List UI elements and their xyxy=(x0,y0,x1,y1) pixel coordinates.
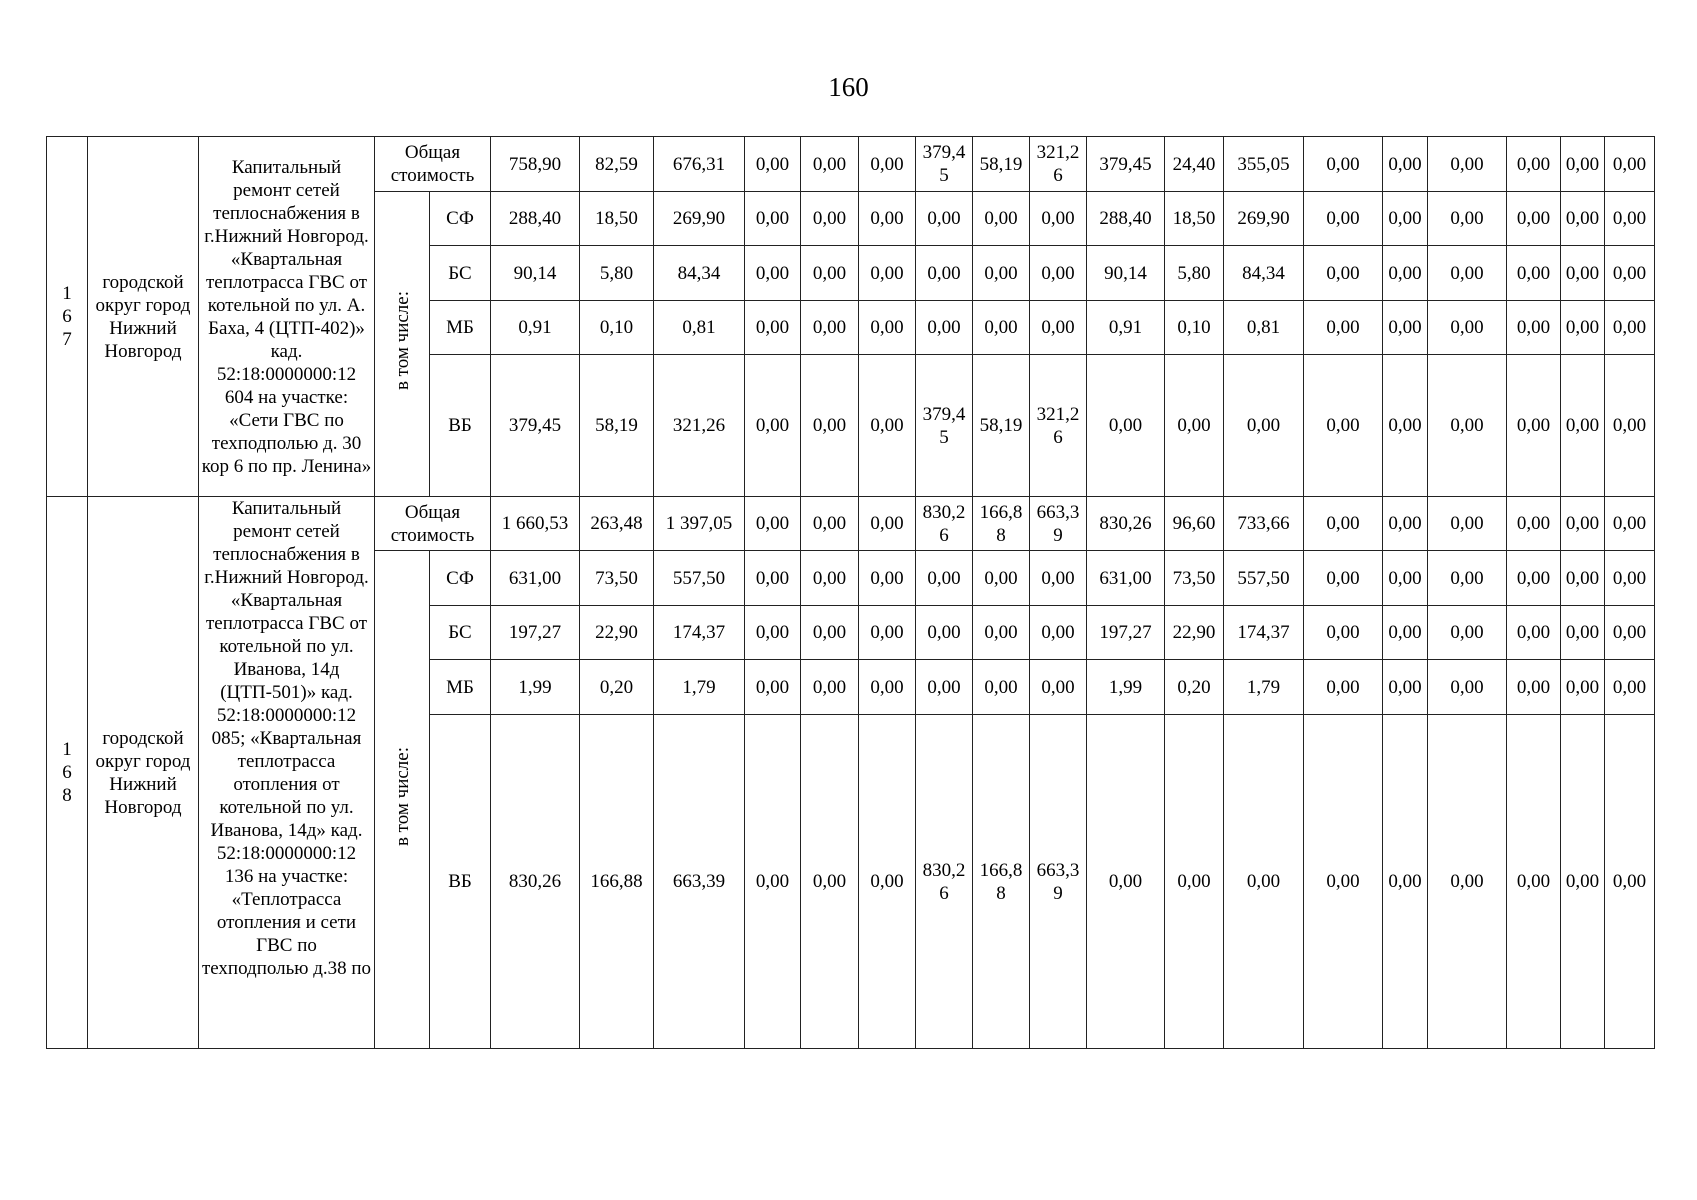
total-value-cell: 0,00 xyxy=(745,137,801,192)
value-cell: 0,00 xyxy=(1304,246,1383,301)
value-cell: 84,34 xyxy=(654,246,745,301)
value-cell: 0,00 xyxy=(916,606,973,660)
value-cell: 0,00 xyxy=(1030,192,1087,246)
total-value-cell: 0,00 xyxy=(801,137,859,192)
value-cell: 0,81 xyxy=(654,301,745,355)
value-cell: 0,00 xyxy=(1383,715,1428,1049)
funding-source-label: МБ xyxy=(430,301,491,355)
total-cost-label: Общая стоимость xyxy=(375,137,491,192)
value-cell: 0,20 xyxy=(580,660,654,715)
value-cell: 0,00 xyxy=(1605,660,1655,715)
value-cell: 0,00 xyxy=(1087,355,1165,497)
value-cell: 0,00 xyxy=(1087,715,1165,1049)
total-value-cell: 58,19 xyxy=(973,137,1030,192)
value-cell: 22,90 xyxy=(580,606,654,660)
total-value-cell: 758,90 xyxy=(491,137,580,192)
total-value-cell: 0,00 xyxy=(1304,497,1383,551)
value-cell: 0,00 xyxy=(1605,192,1655,246)
value-cell: 0,00 xyxy=(1561,246,1605,301)
value-cell: 663,39 xyxy=(1030,715,1087,1049)
value-cell: 0,81 xyxy=(1224,301,1304,355)
value-cell: 0,00 xyxy=(1507,355,1561,497)
value-cell: 379,45 xyxy=(491,355,580,497)
funding-source-label: ВБ xyxy=(430,355,491,497)
value-cell: 0,00 xyxy=(916,301,973,355)
value-cell: 0,00 xyxy=(801,246,859,301)
page-number: 160 xyxy=(828,72,869,102)
value-cell: 0,00 xyxy=(801,551,859,606)
value-cell: 557,50 xyxy=(654,551,745,606)
value-cell: 0,00 xyxy=(1030,660,1087,715)
total-cost-label: Общая стоимость xyxy=(375,497,491,551)
total-value-cell: 82,59 xyxy=(580,137,654,192)
including-label: в том числе: xyxy=(391,746,413,847)
value-cell: 0,00 xyxy=(1304,192,1383,246)
value-cell: 0,00 xyxy=(1428,192,1507,246)
value-cell: 22,90 xyxy=(1165,606,1224,660)
value-cell: 0,00 xyxy=(1383,606,1428,660)
value-cell: 288,40 xyxy=(1087,192,1165,246)
value-cell: 0,00 xyxy=(1383,192,1428,246)
value-cell: 0,00 xyxy=(973,551,1030,606)
value-cell: 288,40 xyxy=(491,192,580,246)
total-value-cell: 663,39 xyxy=(1030,497,1087,551)
value-cell: 0,00 xyxy=(745,606,801,660)
value-cell: 0,00 xyxy=(1428,715,1507,1049)
value-cell: 0,00 xyxy=(916,246,973,301)
value-cell: 0,00 xyxy=(1507,606,1561,660)
total-value-cell: 24,40 xyxy=(1165,137,1224,192)
value-cell: 0,00 xyxy=(916,660,973,715)
value-cell: 0,00 xyxy=(916,551,973,606)
value-cell: 0,00 xyxy=(1224,715,1304,1049)
value-cell: 58,19 xyxy=(580,355,654,497)
value-cell: 0,00 xyxy=(745,715,801,1049)
value-cell: 0,00 xyxy=(1165,715,1224,1049)
value-cell: 58,19 xyxy=(973,355,1030,497)
value-cell: 0,00 xyxy=(1561,192,1605,246)
table-row xyxy=(47,137,1655,192)
value-cell: 0,00 xyxy=(745,355,801,497)
value-cell: 0,00 xyxy=(1605,246,1655,301)
value-cell: 1,99 xyxy=(491,660,580,715)
total-value-cell: 166,88 xyxy=(973,497,1030,551)
value-cell: 0,00 xyxy=(1304,715,1383,1049)
total-value-cell: 1 660,53 xyxy=(491,497,580,551)
value-cell: 0,00 xyxy=(859,301,916,355)
value-cell: 166,88 xyxy=(973,715,1030,1049)
value-cell: 0,00 xyxy=(1428,551,1507,606)
total-value-cell: 0,00 xyxy=(859,137,916,192)
value-cell: 0,00 xyxy=(1304,660,1383,715)
total-value-cell: 0,00 xyxy=(801,497,859,551)
funding-source-label: СФ xyxy=(430,192,491,246)
value-cell: 0,00 xyxy=(1304,301,1383,355)
value-cell: 0,91 xyxy=(1087,301,1165,355)
value-cell: 0,00 xyxy=(1428,355,1507,497)
value-cell: 5,80 xyxy=(580,246,654,301)
value-cell: 73,50 xyxy=(1165,551,1224,606)
value-cell: 0,00 xyxy=(1304,355,1383,497)
value-cell: 0,00 xyxy=(1428,606,1507,660)
table-body xyxy=(47,137,1655,1049)
total-value-cell: 0,00 xyxy=(859,497,916,551)
value-cell: 0,00 xyxy=(745,551,801,606)
value-cell: 0,00 xyxy=(1165,355,1224,497)
value-cell: 0,00 xyxy=(916,192,973,246)
value-cell: 0,00 xyxy=(1507,192,1561,246)
value-cell: 0,00 xyxy=(1030,606,1087,660)
total-value-cell: 0,00 xyxy=(1428,137,1507,192)
value-cell: 321,26 xyxy=(654,355,745,497)
value-cell: 0,00 xyxy=(1507,551,1561,606)
value-cell: 0,00 xyxy=(859,660,916,715)
value-cell: 0,00 xyxy=(801,660,859,715)
value-cell: 0,00 xyxy=(1561,301,1605,355)
value-cell: 0,00 xyxy=(1428,246,1507,301)
value-cell: 379,45 xyxy=(916,355,973,497)
value-cell: 73,50 xyxy=(580,551,654,606)
funding-source-label: МБ xyxy=(430,660,491,715)
total-value-cell: 355,05 xyxy=(1224,137,1304,192)
funding-source-label: СФ xyxy=(430,551,491,606)
value-cell: 0,00 xyxy=(1383,246,1428,301)
value-cell: 269,90 xyxy=(1224,192,1304,246)
value-cell: 0,00 xyxy=(859,355,916,497)
value-cell: 0,00 xyxy=(1561,551,1605,606)
value-cell: 830,26 xyxy=(916,715,973,1049)
value-cell: 830,26 xyxy=(491,715,580,1049)
funding-source-label: ВБ xyxy=(430,715,491,1049)
value-cell: 18,50 xyxy=(580,192,654,246)
value-cell: 197,27 xyxy=(491,606,580,660)
value-cell: 1,79 xyxy=(1224,660,1304,715)
row-number: 1 6 7 xyxy=(47,137,88,497)
value-cell: 0,00 xyxy=(745,660,801,715)
value-cell: 0,91 xyxy=(491,301,580,355)
total-value-cell: 0,00 xyxy=(1605,497,1655,551)
value-cell: 18,50 xyxy=(1165,192,1224,246)
total-value-cell: 263,48 xyxy=(580,497,654,551)
total-value-cell: 379,45 xyxy=(1087,137,1165,192)
value-cell: 0,00 xyxy=(1507,660,1561,715)
value-cell: 174,37 xyxy=(654,606,745,660)
value-cell: 0,00 xyxy=(745,246,801,301)
total-value-cell: 0,00 xyxy=(1561,497,1605,551)
value-cell: 0,00 xyxy=(1304,551,1383,606)
value-cell: 0,00 xyxy=(1507,246,1561,301)
total-value-cell: 733,66 xyxy=(1224,497,1304,551)
value-cell: 0,00 xyxy=(973,246,1030,301)
value-cell: 90,14 xyxy=(1087,246,1165,301)
value-cell: 0,00 xyxy=(1383,301,1428,355)
value-cell: 0,00 xyxy=(859,715,916,1049)
value-cell: 0,00 xyxy=(1561,660,1605,715)
value-cell: 166,88 xyxy=(580,715,654,1049)
funding-source-label: БС xyxy=(430,246,491,301)
value-cell: 5,80 xyxy=(1165,246,1224,301)
value-cell: 0,00 xyxy=(1383,355,1428,497)
value-cell: 0,00 xyxy=(801,355,859,497)
value-cell: 1,99 xyxy=(1087,660,1165,715)
value-cell: 0,00 xyxy=(1030,551,1087,606)
value-cell: 321,26 xyxy=(1030,355,1087,497)
total-value-cell: 1 397,05 xyxy=(654,497,745,551)
value-cell: 0,00 xyxy=(859,192,916,246)
value-cell: 0,00 xyxy=(1605,355,1655,497)
value-cell: 0,00 xyxy=(1428,660,1507,715)
value-cell: 0,00 xyxy=(859,606,916,660)
including-label: в том числе: xyxy=(391,291,413,391)
value-cell: 197,27 xyxy=(1087,606,1165,660)
value-cell: 0,00 xyxy=(801,192,859,246)
total-value-cell: 0,00 xyxy=(1383,497,1428,551)
value-cell: 0,00 xyxy=(745,301,801,355)
project-description: Капитальный ремонт сетей теплоснабжения в г.Нижний Новгород. «Квартальная теплотрасса ГВС от котельной по ул. А. Баха, 4 (ЦТП-402)» кад. 52:18:0000000:12 604 на участке: «Сети ГВС по техподполью д. 30 кор 6 по пр. Ленина» xyxy=(199,137,375,497)
including-label-cell xyxy=(375,192,430,497)
municipality-cell: городской округ город Нижний Новгород xyxy=(88,497,199,1049)
value-cell: 663,39 xyxy=(654,715,745,1049)
value-cell: 0,00 xyxy=(1507,301,1561,355)
total-value-cell: 830,26 xyxy=(916,497,973,551)
table-row xyxy=(47,497,1655,551)
value-cell: 0,00 xyxy=(1383,660,1428,715)
municipality-cell: городской округ город Нижний Новгород xyxy=(88,137,199,497)
value-cell: 0,00 xyxy=(1561,715,1605,1049)
total-value-cell: 0,00 xyxy=(1304,137,1383,192)
value-cell: 174,37 xyxy=(1224,606,1304,660)
value-cell: 0,00 xyxy=(1561,606,1605,660)
row-number: 1 6 8 xyxy=(47,497,88,1049)
value-cell: 0,00 xyxy=(1428,301,1507,355)
value-cell: 0,00 xyxy=(801,301,859,355)
total-value-cell: 0,00 xyxy=(1507,137,1561,192)
value-cell: 0,00 xyxy=(859,551,916,606)
value-cell: 0,00 xyxy=(1605,715,1655,1049)
value-cell: 0,00 xyxy=(1383,551,1428,606)
total-value-cell: 830,26 xyxy=(1087,497,1165,551)
value-cell: 90,14 xyxy=(491,246,580,301)
total-value-cell: 0,00 xyxy=(1507,497,1561,551)
value-cell: 0,00 xyxy=(973,192,1030,246)
value-cell: 0,10 xyxy=(580,301,654,355)
total-value-cell: 0,00 xyxy=(1561,137,1605,192)
value-cell: 0,00 xyxy=(973,660,1030,715)
value-cell: 0,00 xyxy=(1224,355,1304,497)
funding-source-label: БС xyxy=(430,606,491,660)
value-cell: 0,00 xyxy=(973,606,1030,660)
value-cell: 84,34 xyxy=(1224,246,1304,301)
total-value-cell: 321,26 xyxy=(1030,137,1087,192)
total-value-cell: 0,00 xyxy=(1428,497,1507,551)
budget-table xyxy=(46,136,1655,1049)
value-cell: 0,00 xyxy=(859,246,916,301)
total-value-cell: 96,60 xyxy=(1165,497,1224,551)
value-cell: 0,00 xyxy=(745,192,801,246)
value-cell: 0,10 xyxy=(1165,301,1224,355)
value-cell: 0,00 xyxy=(1030,301,1087,355)
value-cell: 0,00 xyxy=(1304,606,1383,660)
total-value-cell: 0,00 xyxy=(1605,137,1655,192)
value-cell: 0,00 xyxy=(1605,551,1655,606)
total-value-cell: 676,31 xyxy=(654,137,745,192)
total-value-cell: 0,00 xyxy=(1383,137,1428,192)
project-description: Капитальный ремонт сетей теплоснабжения в г.Нижний Новгород. «Квартальная теплотрасса ГВС от котельной по ул. Иванова, 14д (ЦТП-501)» кад. 52:18:0000000:12 085; «Квартальная теплотрасса отопления от котельной по ул. Иванова, 14д» кад. 52:18:0000000:12 136 на участке: «Теплотрасса отопления и сети ГВС по техподполью д.38 по xyxy=(199,497,375,1049)
total-value-cell: 0,00 xyxy=(745,497,801,551)
value-cell: 631,00 xyxy=(1087,551,1165,606)
value-cell: 557,50 xyxy=(1224,551,1304,606)
value-cell: 0,00 xyxy=(1605,606,1655,660)
value-cell: 0,00 xyxy=(801,715,859,1049)
value-cell: 0,00 xyxy=(1030,246,1087,301)
value-cell: 0,00 xyxy=(1605,301,1655,355)
value-cell: 1,79 xyxy=(654,660,745,715)
including-label-cell xyxy=(375,551,430,1049)
value-cell: 0,00 xyxy=(801,606,859,660)
value-cell: 631,00 xyxy=(491,551,580,606)
value-cell: 0,00 xyxy=(1507,715,1561,1049)
value-cell: 0,20 xyxy=(1165,660,1224,715)
value-cell: 0,00 xyxy=(1561,355,1605,497)
value-cell: 269,90 xyxy=(654,192,745,246)
total-value-cell: 379,45 xyxy=(916,137,973,192)
value-cell: 0,00 xyxy=(973,301,1030,355)
